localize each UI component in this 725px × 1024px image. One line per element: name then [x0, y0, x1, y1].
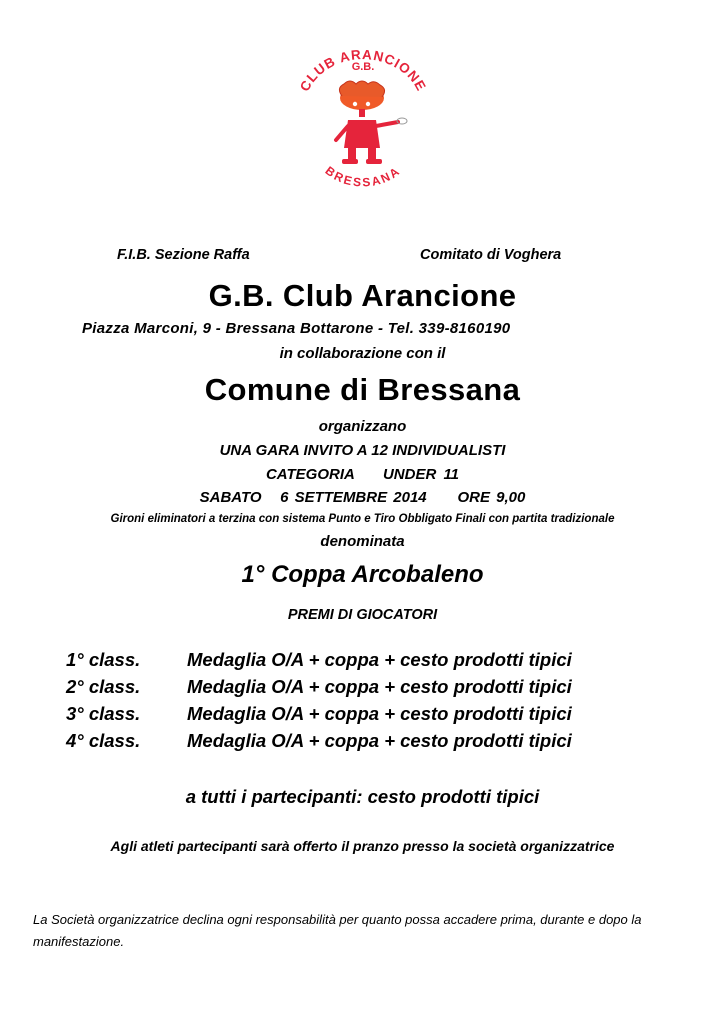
lunch-note: Agli atleti partecipanti sarà offerto il pranzo presso la società organizzatrice [110, 838, 615, 854]
prize-place: 1° class. [66, 649, 141, 670]
gara-line: UNA GARA INVITO A 12 INDIVIDUALISTI [219, 442, 506, 459]
prize-description: Medaglia O/A + coppa + cesto prodotti tipici [187, 649, 572, 670]
prize-description: Medaglia O/A + coppa + cesto prodotti tipici [187, 703, 572, 724]
mascot-icon [336, 81, 407, 164]
prize-description: Medaglia O/A + coppa + cesto prodotti tipici [187, 676, 572, 697]
all-participants-prize: a tutti i partecipanti: cesto prodotti tipici [185, 786, 540, 807]
comune-title: Comune di Bressana [204, 372, 521, 407]
header-federation: F.I.B. Sezione Raffa [117, 247, 250, 263]
disclaimer: La Società organizzatrice declina ogni responsabilità per quanto possa accadere prima, durante e dopo la manifestazione. [33, 912, 642, 949]
prize-place: 2° class. [66, 676, 141, 697]
club-address: Piazza Marconi, 9 - Bressana Bottarone - Tel. 339-8160190 [82, 320, 511, 337]
organizzano-line: organizzano [318, 418, 407, 435]
prize-description: Medaglia O/A + coppa + cesto prodotti tipici [187, 730, 572, 751]
club-title: G.B. Club Arancione [208, 278, 517, 313]
categoria-line: CATEGORIA UNDER 11 [265, 466, 460, 483]
event-date: SABATO 6 SETTEMBRE 2014 ORE 9,00 [199, 489, 526, 506]
collaboration-line: in collaborazione con il [279, 345, 446, 362]
logo-arc-text: CLUB ARANCIONE [296, 48, 430, 94]
prizes-heading: PREMI DI GIOCATORI [287, 607, 438, 623]
event-name: 1° Coppa Arcobaleno [241, 561, 484, 588]
logo-bottom-text: BRESSANA [322, 163, 404, 190]
club-logo [282, 48, 442, 198]
logo-top-text: G.B. [351, 61, 375, 73]
prize-place: 4° class. [66, 730, 141, 751]
prize-place: 3° class. [66, 703, 141, 724]
event-format: Gironi eliminatori a terzina con sistema Punto e Tiro Obbligato Finali con partita tradizionale [110, 513, 615, 525]
denominata-line: denominata [320, 533, 405, 550]
header-committee: Comitato di Voghera [420, 247, 562, 263]
